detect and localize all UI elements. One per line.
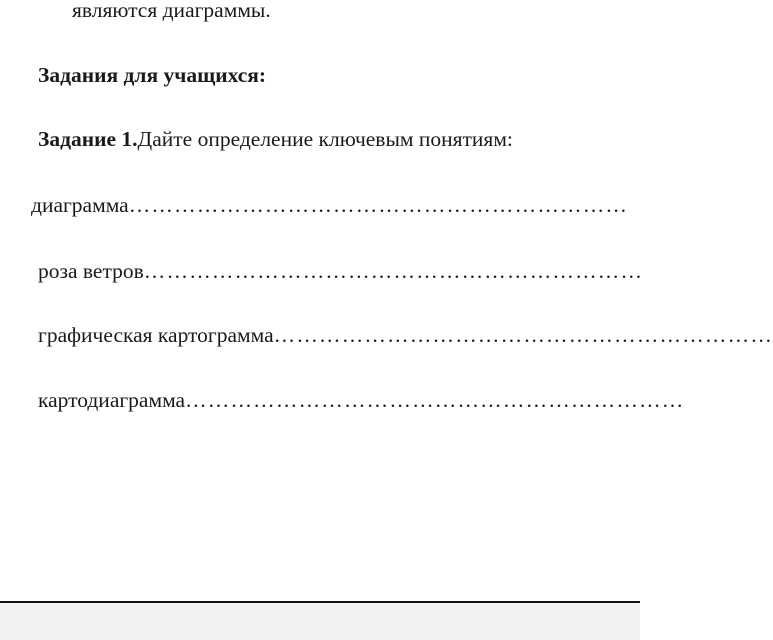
term-label: диаграмма	[31, 193, 129, 217]
term-line-cartodiagram	[38, 387, 718, 413]
term-line-wind-rose	[38, 258, 718, 284]
term-label: роза ветров	[38, 259, 144, 283]
term-line-graphic-cartogram	[38, 322, 773, 348]
bottom-bar	[0, 603, 640, 640]
task-1-text: Дайте определение ключевым понятиям:	[137, 127, 513, 151]
term-label: графическая картограмма	[38, 323, 274, 347]
task-1-line	[38, 126, 513, 152]
text-fragment-top: являются диаграммы.	[72, 0, 271, 22]
term-label: картодиаграмма	[38, 388, 186, 412]
dotted-answer-blank: …………………………………………………………	[185, 388, 685, 412]
task-1-label: Задание 1.	[38, 127, 138, 151]
dotted-answer-blank: …………………………………………………………	[128, 193, 629, 217]
dotted-answer-blank: …………………………………………………………	[273, 323, 773, 347]
term-line-diagram	[31, 192, 711, 218]
dotted-answer-blank: …………………………………………………………	[143, 259, 644, 283]
section-heading: Задания для учащихся:	[38, 63, 267, 87]
